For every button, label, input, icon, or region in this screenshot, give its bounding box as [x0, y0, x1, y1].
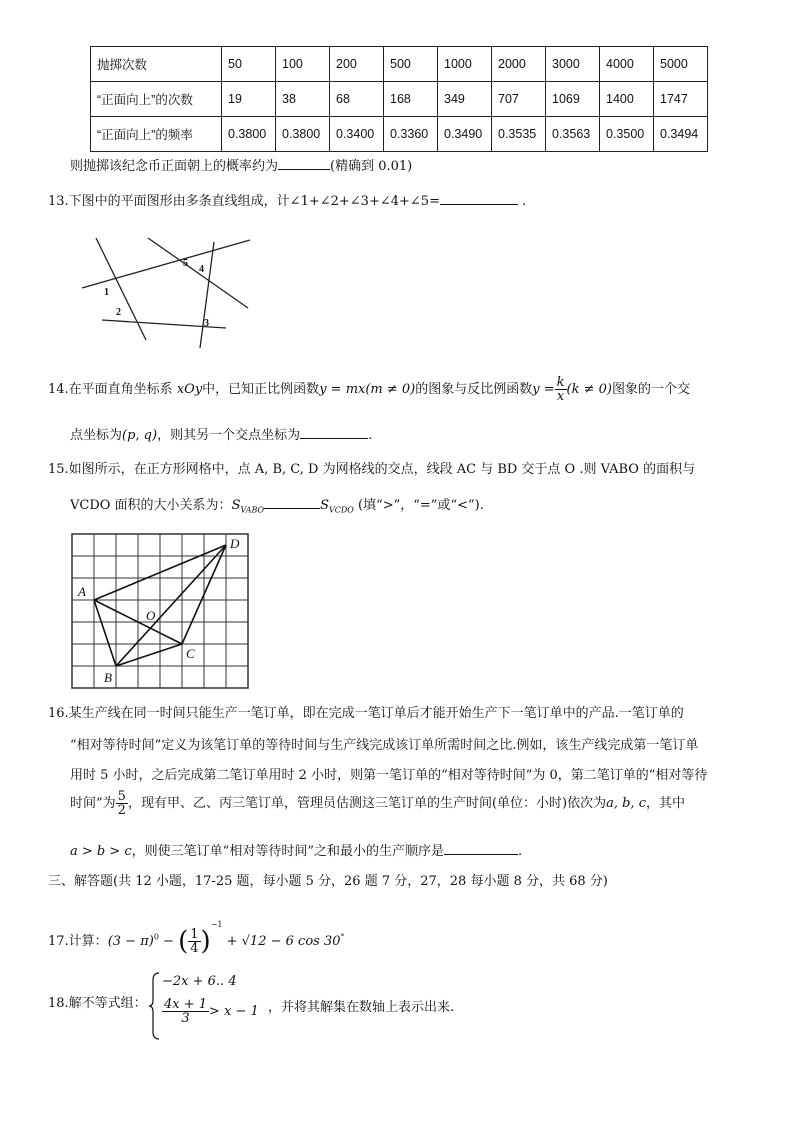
- point-label-C: C: [186, 646, 195, 661]
- math-expression: y =: [532, 382, 555, 397]
- math-fraction: $\frac{4x + 1}{3}$: [164, 997, 208, 1026]
- question-text: 点坐标为: [70, 428, 123, 443]
- question-text: ，其中: [645, 796, 685, 811]
- q15-grid-figure: [70, 532, 250, 690]
- table-cell: 38: [276, 82, 330, 117]
- answer-blank[interactable]: [278, 155, 330, 170]
- math-expression: a, b, c: [606, 796, 646, 811]
- table-cell: 0.3490: [438, 117, 492, 152]
- right-paren: ): [200, 926, 211, 957]
- table-row: [91, 82, 708, 117]
- question-18: [48, 996, 147, 1012]
- point-label-D: D: [230, 536, 240, 551]
- inequality-1: −2x + 6.. 4: [162, 974, 237, 989]
- table-row: [91, 47, 708, 82]
- math-expression: + √12 − 6 cos 30: [226, 934, 341, 949]
- question-text: 17.计算：: [48, 934, 108, 949]
- math-expression: a > b > c: [70, 844, 132, 859]
- table-row: [91, 117, 708, 152]
- math-superscript: °: [340, 932, 345, 942]
- table-cell: 2000: [492, 47, 546, 82]
- table-cell: 0.3360: [384, 117, 438, 152]
- answer-blank[interactable]: [440, 190, 518, 205]
- math-expression: S: [320, 498, 329, 513]
- math-expression: (p, q): [122, 428, 158, 443]
- question-text: 则抛掷该纪念币正面朝上的概率约为: [70, 159, 279, 174]
- question-14: [48, 376, 690, 403]
- question-text: 时间”为: [70, 796, 116, 811]
- question-text: “相对等待时间”定义为该笔订单的等待时间与生产线完成该订单所需时间之比.例如，该生产线完成第一笔订单: [70, 738, 699, 753]
- point-label-O: O: [146, 608, 156, 623]
- q13-lines-figure: [68, 220, 273, 355]
- question-text: ，并将其解集在数轴上表示出来.: [268, 1000, 455, 1015]
- answer-blank[interactable]: [444, 840, 518, 855]
- row-header: “正面向上”的次数: [91, 82, 222, 117]
- table-cell: 0.3494: [654, 117, 708, 152]
- question-text: .: [368, 428, 373, 443]
- question-text: VCDO 面积的大小关系为：: [70, 498, 232, 513]
- question-text: 图象的一个交: [611, 382, 690, 397]
- math-fraction: $\frac{1}{4}$: [190, 927, 199, 956]
- question-14-line2: [70, 424, 372, 443]
- table-cell: 0.3563: [546, 117, 600, 152]
- table-cell: 68: [330, 82, 384, 117]
- question-16-line5: [70, 840, 522, 859]
- angle-label: 4: [199, 264, 204, 275]
- question-15: [48, 462, 695, 478]
- section-heading: 三、解答题(共 12 小题，17-25 题，每小题 5 分，26 题 7 分，27，28 每小题 8 分，共 68 分): [48, 874, 608, 889]
- frequency-table: [90, 46, 708, 152]
- math-subscript: VABO: [240, 505, 265, 515]
- answer-blank[interactable]: [300, 424, 368, 439]
- table-cell: 0.3500: [600, 117, 654, 152]
- angle-label: 3: [204, 318, 209, 329]
- table-cell: 707: [492, 82, 546, 117]
- question-text: 18.解不等式组：: [48, 996, 147, 1011]
- inequality-2: [162, 998, 259, 1025]
- table-cell: 500: [384, 47, 438, 82]
- math-expression: xOy: [176, 382, 203, 397]
- math-superscript: 0: [153, 932, 159, 942]
- question-text: .: [522, 194, 527, 209]
- question-16-line3: [70, 764, 707, 783]
- table-cell: 50: [222, 47, 276, 82]
- table-cell: 4000: [600, 47, 654, 82]
- question-text: ，现有甲、乙、丙三笔订单，管理员估测这三笔订单的生产时间(单位：小时)依次为: [127, 796, 607, 811]
- angle-label: 1: [104, 287, 109, 298]
- answer-blank[interactable]: [264, 494, 320, 509]
- question-text: ，则其另一个交点坐标为: [157, 428, 301, 443]
- math-expression: y = mx(m ≠ 0): [319, 382, 416, 397]
- question-text: .: [517, 844, 523, 859]
- question-17: [48, 920, 345, 958]
- question-text: (填“>”，“=”或“<”).: [358, 498, 484, 513]
- table-cell: 0.3800: [276, 117, 330, 152]
- table-cell: 1400: [600, 82, 654, 117]
- question-text: (精确到 0.01): [330, 159, 413, 174]
- math-fraction: $\frac{5}{2}$: [117, 789, 126, 818]
- table-cell: 19: [222, 82, 276, 117]
- math-expression: −: [163, 934, 174, 949]
- angle-label: 5: [183, 258, 188, 269]
- left-brace-icon: [148, 972, 160, 1040]
- table-cell: 1000: [438, 47, 492, 82]
- table-cell: 0.3400: [330, 117, 384, 152]
- question-text: 的图象与反比例函数: [415, 382, 533, 397]
- row-header: “正面向上”的频率: [91, 117, 222, 152]
- question-15-line2: [70, 494, 484, 515]
- table-cell: 100: [276, 47, 330, 82]
- table-cell: 1747: [654, 82, 708, 117]
- table-cell: 5000: [654, 47, 708, 82]
- table-cell: 3000: [546, 47, 600, 82]
- question-text: 14.在平面直角坐标系: [48, 382, 173, 397]
- figure-line: [82, 240, 250, 288]
- point-label-B: B: [104, 670, 112, 685]
- math-subscript: VCDO: [328, 505, 354, 515]
- table-cell: 349: [438, 82, 492, 117]
- point-label-A: A: [78, 584, 86, 599]
- math-fraction: $\frac{k}{x}$: [556, 375, 565, 404]
- row-header: 抛掷次数: [91, 47, 222, 82]
- math-expression: (3 − π): [107, 934, 154, 949]
- question-13: [48, 190, 526, 210]
- question-text: 用时 5 小时，之后完成第二笔订单用时 2 小时，则第一笔订单的“相对等待时间”为 0，第二笔订单的“相对等待: [70, 768, 708, 783]
- question-16-line2: [70, 734, 698, 753]
- figure-line: [148, 238, 248, 308]
- question-text: 13.下图中的平面图形由多条直线组成，计∠1+∠2+∠3+∠4+∠5=: [48, 194, 440, 209]
- question-text: 中，已知正比例函数: [202, 382, 320, 397]
- math-expression: (k ≠ 0): [566, 382, 612, 397]
- table-cell: 1069: [546, 82, 600, 117]
- question-16-line4: [70, 790, 685, 817]
- question-16: [48, 706, 684, 722]
- math-expression: > x − 1: [209, 1004, 259, 1019]
- table-question-line: [70, 155, 412, 174]
- table-cell: 0.3800: [222, 117, 276, 152]
- question-text: ，则使三笔订单“相对等待时间”之和最小的生产顺序是: [131, 844, 444, 859]
- question-text: 16.某生产线在同一时间只能生产一笔订单，即在完成一笔订单后才能开始生产下一笔订单中的产品.一笔订单的: [48, 706, 684, 721]
- table-cell: 200: [330, 47, 384, 82]
- question-text: 15.如图所示，在正方形网格中，点 A, B, C, D 为网格线的交点，线段 AC 与 BD 交于点 O .则 VABO 的面积与: [48, 462, 696, 477]
- figure-line: [200, 242, 214, 348]
- left-paren: (: [178, 926, 189, 957]
- angle-label: 2: [116, 307, 121, 318]
- math-expression: S: [231, 498, 241, 513]
- math-superscript: −1: [210, 920, 223, 929]
- table-cell: 168: [384, 82, 438, 117]
- table-cell: 0.3535: [492, 117, 546, 152]
